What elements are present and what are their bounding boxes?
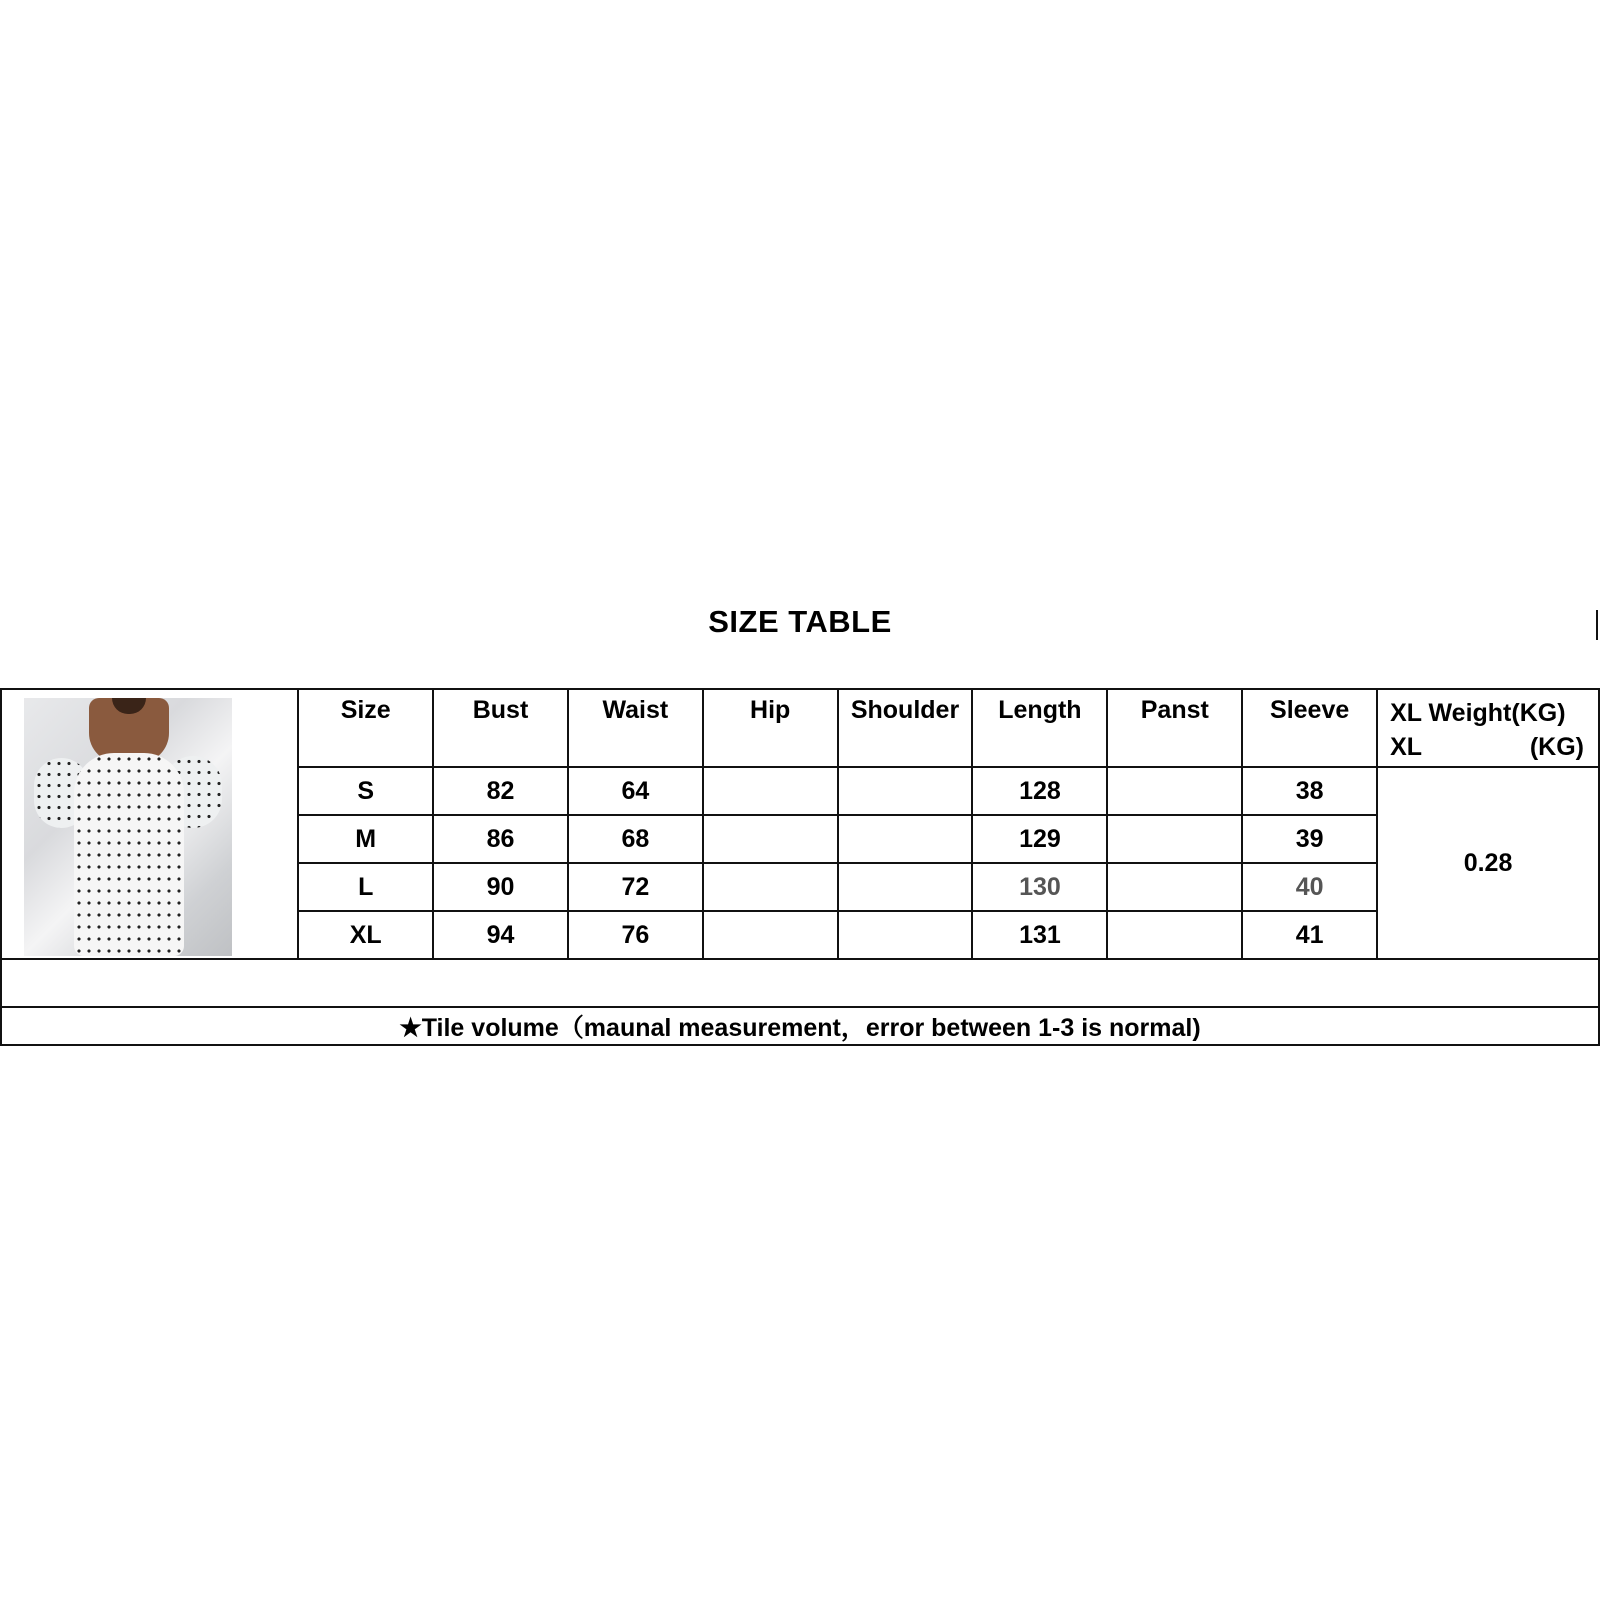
header-waist: Waist <box>568 689 703 767</box>
cell-sleeve: 38 <box>1242 767 1377 815</box>
cell-length: 131 <box>972 911 1107 959</box>
cell-size: L <box>298 863 433 911</box>
header-panst: Panst <box>1107 689 1242 767</box>
header-size: Size <box>298 689 433 767</box>
cell-hip <box>703 815 838 863</box>
header-bust: Bust <box>433 689 568 767</box>
cell-panst <box>1107 911 1242 959</box>
cell-shoulder <box>838 767 973 815</box>
cell-sleeve: 39 <box>1242 815 1377 863</box>
cell-length: 130 <box>972 863 1107 911</box>
cell-size: M <box>298 815 433 863</box>
product-image <box>24 698 232 956</box>
cell-bust: 86 <box>433 815 568 863</box>
cell-shoulder <box>838 911 973 959</box>
product-photo-cell <box>1 689 298 959</box>
empty-cell <box>1 959 1599 1007</box>
cell-sleeve: 41 <box>1242 911 1377 959</box>
cell-size: S <box>298 767 433 815</box>
edge-marker <box>1596 610 1598 640</box>
cell-bust: 90 <box>433 863 568 911</box>
header-sleeve: Sleeve <box>1242 689 1377 767</box>
header-shoulder: Shoulder <box>838 689 973 767</box>
cell-hip <box>703 911 838 959</box>
measurement-note: ★Tile volume（maunal measurement，error between 1-3 is normal) <box>1 1007 1599 1045</box>
cell-shoulder <box>838 863 973 911</box>
header-hip: Hip <box>703 689 838 767</box>
cell-weight: 0.28 <box>1377 767 1599 959</box>
cell-waist: 64 <box>568 767 703 815</box>
cell-bust: 82 <box>433 767 568 815</box>
cell-length: 129 <box>972 815 1107 863</box>
cell-panst <box>1107 815 1242 863</box>
cell-waist: 76 <box>568 911 703 959</box>
page-title: SIZE TABLE <box>708 604 892 639</box>
cell-hip <box>703 863 838 911</box>
cell-bust: 94 <box>433 911 568 959</box>
polka-dot-dress <box>74 753 184 956</box>
cell-sleeve: 40 <box>1242 863 1377 911</box>
cell-length: 128 <box>972 767 1107 815</box>
cell-panst <box>1107 767 1242 815</box>
header-length: Length <box>972 689 1107 767</box>
note-row <box>1 1007 1599 1045</box>
cell-hip <box>703 767 838 815</box>
size-table <box>0 688 1600 1046</box>
spacer-row <box>1 959 1599 1007</box>
cell-panst <box>1107 863 1242 911</box>
header-weight: XL Weight(KG) XL (KG) <box>1377 689 1599 767</box>
cell-waist: 68 <box>568 815 703 863</box>
cell-shoulder <box>838 815 973 863</box>
cell-size: XL <box>298 911 433 959</box>
cell-waist: 72 <box>568 863 703 911</box>
